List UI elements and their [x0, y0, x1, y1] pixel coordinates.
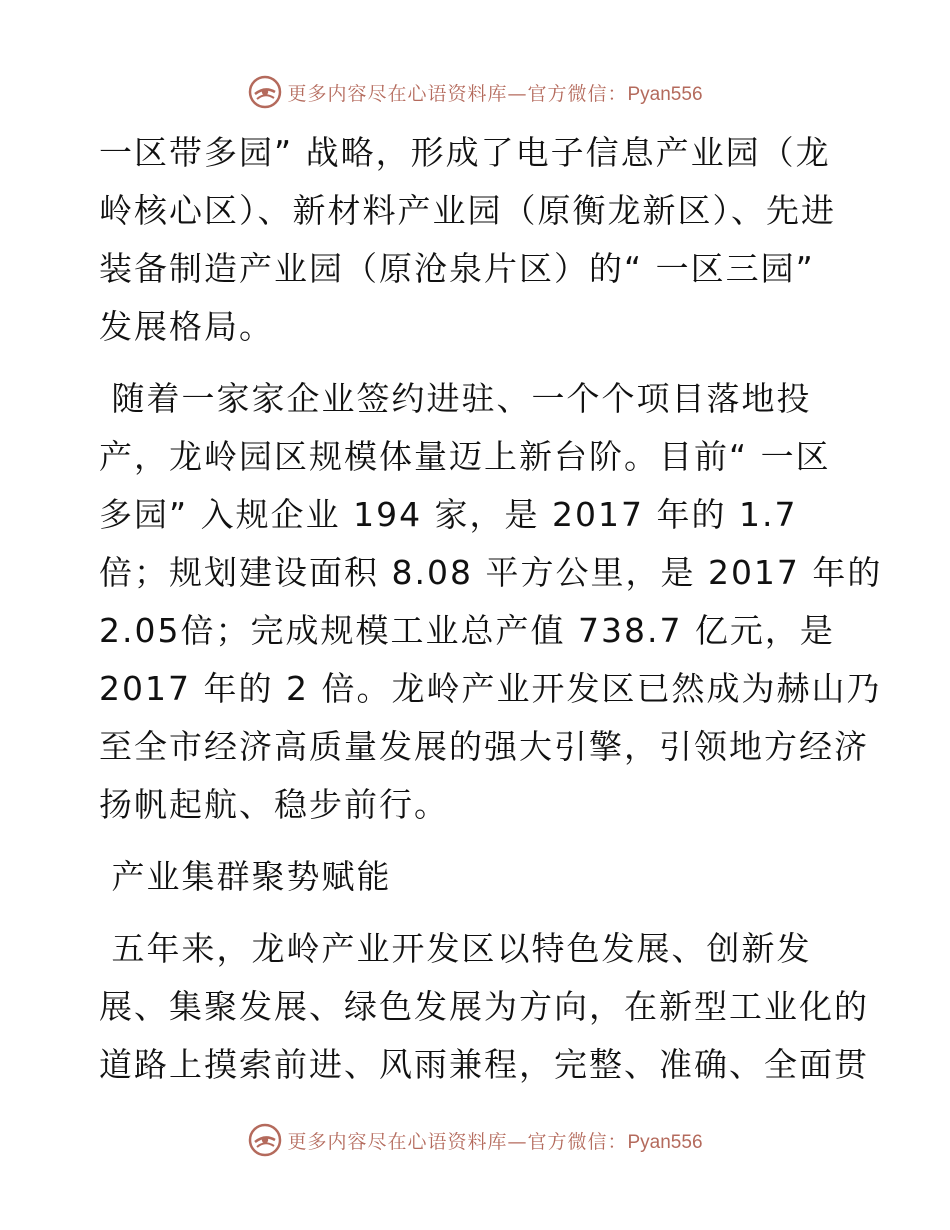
text-line: 多园” 入规企业 194 家，是 2017 年的 1.7: [99, 495, 798, 534]
watermark-text: 更多内容尽在心语资料库—官方微信：Pyan556: [287, 1130, 703, 1153]
document-body: [99, 124, 883, 1094]
header-watermark: [0, 72, 950, 112]
paragraph: [99, 124, 849, 356]
text-line: 随着一家家企业签约进驻、一个个项目落地投: [99, 379, 812, 418]
paragraph: [99, 370, 883, 834]
text-line: 五年来，龙岭产业开发区以特色发展、创新发: [99, 929, 812, 968]
text-line: 扬帆起航、稳步前行。: [99, 785, 449, 824]
heading-line: 产业集群聚势赋能: [99, 857, 392, 896]
text-line: 装备制造产业园（原沧泉片区）的“ 一区三园”: [99, 249, 815, 288]
text-line: 至全市经济高质量发展的强大引擎，引领地方经济: [99, 727, 869, 766]
text-line: 发展格局。: [99, 307, 274, 346]
book-logo-icon: [247, 74, 283, 110]
text-line: 2.05倍；完成规模工业总产值 738.7 亿元，是: [99, 611, 835, 650]
book-logo-icon: [247, 1122, 283, 1158]
text-line: 一区带多园” 战略，形成了电子信息产业园（龙: [99, 133, 831, 172]
section-heading: [99, 848, 849, 906]
watermark-text: 更多内容尽在心语资料库—官方微信：Pyan556: [287, 82, 703, 105]
text-line: 2017 年的 2 倍。龙岭产业开发区已然成为赫山乃: [99, 669, 882, 708]
paragraph: [99, 920, 869, 1094]
text-line: 倍；规划建设面积 8.08 平方公里，是 2017 年的: [99, 553, 883, 592]
text-line: 展、集聚发展、绿色发展为方向，在新型工业化的: [99, 987, 869, 1026]
text-line: 岭核心区）、新材料产业园（原衡龙新区）、先进: [99, 191, 836, 230]
text-line: 道路上摸索前进、风雨兼程，完整、准确、全面贯: [99, 1045, 869, 1084]
footer-watermark: [0, 1120, 950, 1160]
text-line: 产，龙岭园区规模体量迈上新台阶。目前“ 一区: [99, 437, 831, 476]
